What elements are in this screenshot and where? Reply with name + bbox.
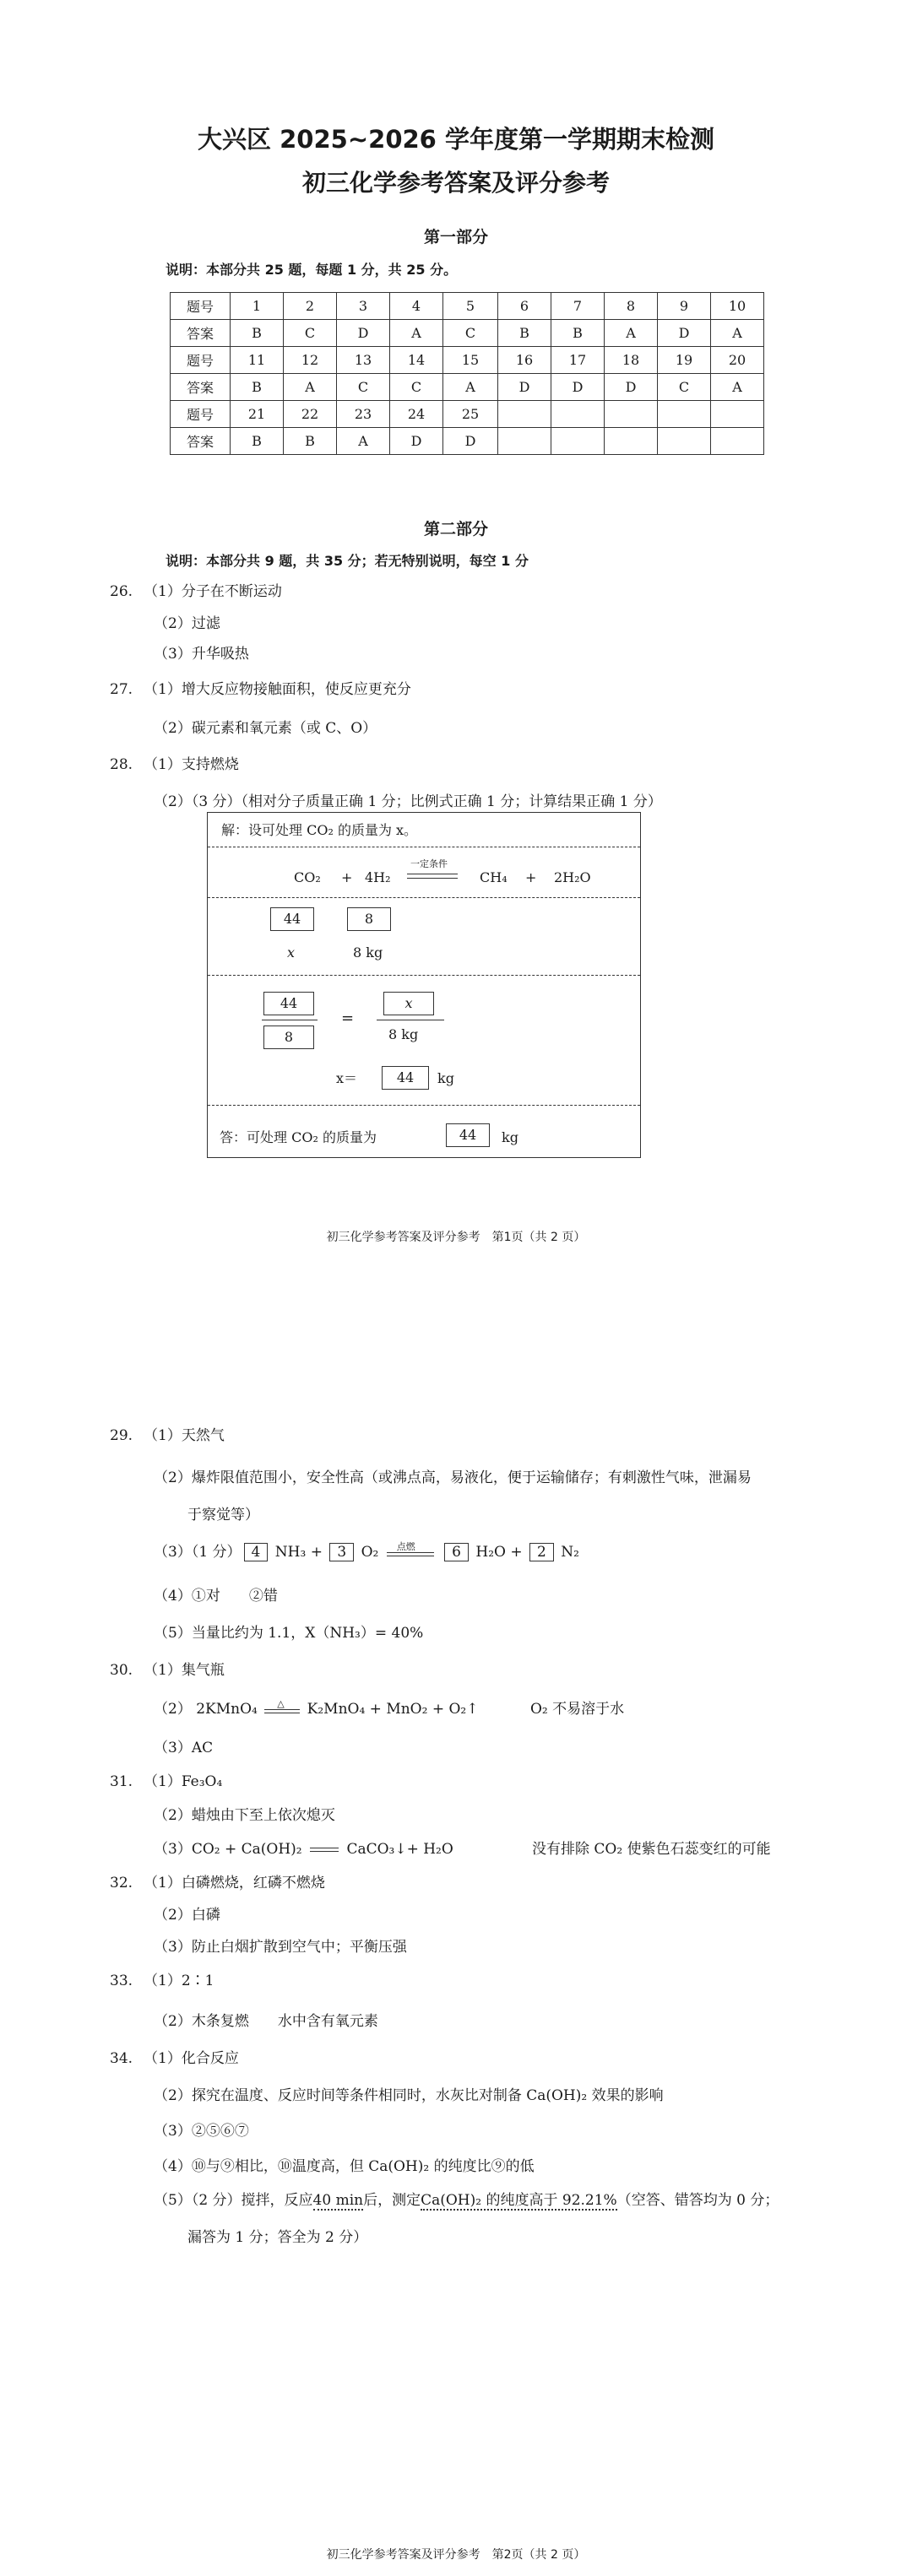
q30-number: 30. (110, 1662, 133, 1679)
coef-box: 6 (444, 1543, 469, 1561)
table-cell: 1 (231, 293, 284, 320)
table-cell: D (390, 428, 443, 455)
table-cell: A (337, 428, 390, 455)
q29-a3-prefix: （3）（1 分） (154, 1544, 242, 1561)
answer-text: 答：可处理 CO₂ 的质量为 (220, 1129, 377, 1145)
ignition-label: 点燃 (396, 1541, 415, 1552)
table-cell: A (711, 374, 764, 401)
table-cell: A (711, 320, 764, 347)
table-cell: A (443, 374, 498, 401)
q33-number: 33. (110, 1973, 133, 1989)
table-cell (658, 428, 711, 455)
table-row (171, 320, 764, 347)
table-cell: C (390, 374, 443, 401)
q32-answer-1: （1）白磷燃烧，红磷不燃烧 (144, 1875, 325, 1891)
table-cell: D (551, 374, 605, 401)
q34-answer-3: （3）②⑤⑥⑦ (154, 2123, 249, 2140)
eq-ch4: CH₄ (480, 869, 508, 885)
equals-arrow (310, 1848, 339, 1852)
mass-8kg: 8 kg (353, 944, 383, 961)
table-cell (551, 401, 605, 428)
q30-answer-1: （1）集气瓶 (144, 1662, 225, 1679)
answer-text: 后，测定 (363, 2192, 421, 2209)
table-cell: B (231, 428, 284, 455)
q28-answer-1: （1）支持燃烧 (144, 756, 239, 773)
row-header-cell: 答案 (171, 320, 231, 347)
table-cell: B (551, 320, 605, 347)
table-cell: C (658, 374, 711, 401)
q29-answer-1: （1）天然气 (144, 1427, 225, 1444)
equals-sign: = (341, 1009, 355, 1027)
table-cell: C (337, 374, 390, 401)
coef-box: 4 (244, 1543, 269, 1561)
page-subtitle: 初三化学参考答案及评分参考 (301, 169, 610, 197)
q31-answer-3b: 没有排除 CO₂ 使紫色石蕊变红的可能 (532, 1841, 771, 1858)
row-header-cell: 题号 (171, 401, 231, 428)
var-x: x (287, 944, 296, 961)
q31-answer-2: （2）蜡烛由下至上依次熄灭 (154, 1807, 335, 1824)
table-cell: 9 (658, 293, 711, 320)
table-cell (605, 401, 658, 428)
answer-unit: kg (502, 1129, 518, 1145)
table-cell: 24 (390, 401, 443, 428)
row-header-cell: 答案 (171, 428, 231, 455)
formula: N₂ (561, 1544, 579, 1561)
q29-answer-5: （5）当量比约为 1.1，X（NH₃）= 40% (154, 1625, 424, 1642)
q32-answer-2: （2）白磷 (154, 1907, 220, 1924)
solution-box (207, 812, 641, 1158)
solution-intro: 解：设可处理 CO₂ 的质量为 x。 (221, 822, 418, 838)
table-cell: A (284, 374, 337, 401)
table-cell (605, 428, 658, 455)
formula: K₂MnO₄ + MnO₂ + O₂↑ (307, 1701, 479, 1718)
q26-answer-1: （1）分子在不断运动 (144, 583, 282, 600)
q26-answer-3: （3）升华吸热 (154, 646, 249, 663)
divider (208, 975, 640, 976)
q29-answer-3 (154, 1543, 579, 1561)
q34-answer-2: （2）探究在温度、反应时间等条件相同时，水灰比对制备 Ca(OH)₂ 效果的影响 (154, 2087, 664, 2104)
table-cell (711, 401, 764, 428)
eq-co2: CO₂ (294, 869, 321, 885)
table-cell: 11 (231, 347, 284, 374)
q30-answer-2 (154, 1700, 479, 1718)
fraction-x: x (383, 992, 434, 1015)
table-cell: B (231, 374, 284, 401)
table-cell: 10 (711, 293, 764, 320)
eq-plus: + (341, 869, 353, 885)
divider (208, 897, 640, 898)
table-cell: 17 (551, 347, 605, 374)
table-cell: 21 (231, 401, 284, 428)
q31-answer-1: （1）Fe₃O₄ (144, 1773, 223, 1790)
q34-answer-4: （4）⑩与⑨相比，⑩温度高，但 Ca(OH)₂ 的纯度比⑨的低 (154, 2158, 535, 2175)
table-cell (498, 401, 551, 428)
q30-answer-3: （3）AC (154, 1740, 214, 1756)
q26-answer-2: （2）过滤 (154, 615, 220, 632)
formula: NH₃ + (274, 1544, 323, 1561)
q27-number: 27. (110, 681, 133, 698)
formula: H₂O + (475, 1544, 523, 1561)
table-row (171, 428, 764, 455)
eq-h2: 4H₂ (365, 869, 391, 885)
table-cell: 13 (337, 347, 390, 374)
table-cell: 25 (443, 401, 498, 428)
answer-table (170, 292, 764, 455)
table-cell: 15 (443, 347, 498, 374)
page-footer-2: 初三化学参考答案及评分参考 第2页（共 2 页） (326, 2548, 586, 2562)
table-cell: 2 (284, 293, 337, 320)
underlined-text: 40 min (312, 2192, 364, 2209)
table-cell (711, 428, 764, 455)
table-cell: 22 (284, 401, 337, 428)
eq-h2o: 2H₂O (554, 869, 591, 885)
q33-answer-1: （1）2∶1 (144, 1973, 214, 1989)
table-cell: C (284, 320, 337, 347)
table-cell (658, 401, 711, 428)
q27-answer-2: （2）碳元素和氧元素（或 C、O） (154, 720, 377, 737)
table-cell: 12 (284, 347, 337, 374)
answer-text: （5）（2 分）搅拌，反应 (154, 2192, 313, 2209)
box-44: 44 (270, 907, 314, 931)
formula: O₂ (361, 1544, 379, 1561)
fraction-numerator: 44 (263, 992, 314, 1015)
table-cell: 7 (551, 293, 605, 320)
table-cell: 19 (658, 347, 711, 374)
table-cell: D (498, 374, 551, 401)
table-cell: A (390, 320, 443, 347)
q29-answer-2b: 于察觉等） (187, 1507, 259, 1523)
heat-symbol: △ (277, 1698, 285, 1709)
q26-number: 26. (110, 583, 133, 600)
table-cell: B (498, 320, 551, 347)
formula: CaCO₃↓+ H₂O (346, 1841, 453, 1858)
q29-number: 29. (110, 1427, 133, 1444)
formula: （3）CO₂ + Ca(OH)₂ (154, 1841, 302, 1858)
table-cell: 20 (711, 347, 764, 374)
q29-answer-4: （4）①对 ②错 (154, 1588, 278, 1605)
table-row (171, 374, 764, 401)
q32-number: 32. (110, 1875, 133, 1891)
table-cell: C (443, 320, 498, 347)
table-cell: B (284, 428, 337, 455)
q31-number: 31. (110, 1773, 133, 1790)
reaction-condition: 一定条件 (410, 858, 448, 869)
q30-answer-2b: O₂ 不易溶于水 (530, 1701, 625, 1718)
underlined-text: Ca(OH)₂ 的纯度高于 92.21% (421, 2192, 617, 2209)
eq-plus-2: + (525, 869, 537, 885)
q34-number: 34. (110, 2050, 133, 2067)
x-equals: x＝ (336, 1070, 358, 1086)
part1-note: 说明：本部分共 25 题，每题 1 分，共 25 分。 (166, 262, 458, 278)
coef-box: 3 (329, 1543, 354, 1561)
table-cell: D (443, 428, 498, 455)
ignition-arrow (387, 1541, 434, 1556)
table-cell: A (605, 320, 658, 347)
table-cell: 23 (337, 401, 390, 428)
part2-note: 说明：本部分共 9 题，共 35 分；若无特别说明，每空 1 分 (166, 553, 529, 569)
table-cell: D (605, 374, 658, 401)
row-header-cell: 题号 (171, 347, 231, 374)
table-cell (498, 428, 551, 455)
result-box: 44 (382, 1066, 429, 1090)
q32-answer-3: （3）防止白烟扩散到空气中；平衡压强 (154, 1939, 407, 1956)
divider (208, 1105, 640, 1106)
coef-box: 2 (529, 1543, 554, 1561)
part2-heading: 第二部分 (423, 520, 488, 538)
table-row (171, 401, 764, 428)
table-cell: 14 (390, 347, 443, 374)
page-title: 大兴区 2025~2026 学年度第一学期期末检测 (198, 125, 714, 154)
page-footer-1: 初三化学参考答案及评分参考 第1页（共 2 页） (326, 1231, 586, 1244)
part1-heading: 第一部分 (423, 228, 488, 246)
table-cell: 5 (443, 293, 498, 320)
table-cell: B (231, 320, 284, 347)
formula: （2） 2KMnO₄ (154, 1701, 258, 1718)
table-cell: 4 (390, 293, 443, 320)
table-cell: D (658, 320, 711, 347)
table-row (171, 293, 764, 320)
fraction-denominator: 8 (263, 1026, 314, 1049)
q34-answer-5b: 漏答为 1 分；答全为 2 分） (187, 2229, 368, 2246)
table-cell: 16 (498, 347, 551, 374)
q31-answer-3 (154, 1840, 453, 1859)
q28-answer-2: （2）（3 分）（相对分子质量正确 1 分；比例式正确 1 分；计算结果正确 1 分） (154, 793, 662, 810)
table-row (171, 347, 764, 374)
table-cell: 6 (498, 293, 551, 320)
box-8: 8 (347, 907, 391, 931)
answer-text: （空答、错答均为 0 分； (616, 2192, 779, 2209)
row-header-cell: 答案 (171, 374, 231, 401)
q34-answer-1: （1）化合反应 (144, 2050, 239, 2067)
q28-number: 28. (110, 756, 133, 773)
q34-answer-5 (154, 2191, 779, 2210)
row-header-cell: 题号 (171, 293, 231, 320)
fraction-8kg: 8 kg (388, 1026, 419, 1042)
table-cell (551, 428, 605, 455)
q33-answer-2: （2）木条复燃 水中含有氧元素 (154, 2013, 378, 2030)
q27-answer-1: （1）增大反应物接触面积，使反应更充分 (144, 681, 411, 698)
heat-arrow (264, 1698, 300, 1713)
result-unit: kg (437, 1070, 454, 1086)
answer-box: 44 (446, 1123, 490, 1147)
table-cell: 18 (605, 347, 658, 374)
reaction-arrow-line2 (407, 878, 458, 879)
q29-answer-2a: （2）爆炸限值范围小，安全性高（或沸点高，易液化，便于运输储存；有刺激性气味，泄漏易 (154, 1469, 752, 1486)
table-cell: D (337, 320, 390, 347)
table-cell: 3 (337, 293, 390, 320)
table-cell: 8 (605, 293, 658, 320)
